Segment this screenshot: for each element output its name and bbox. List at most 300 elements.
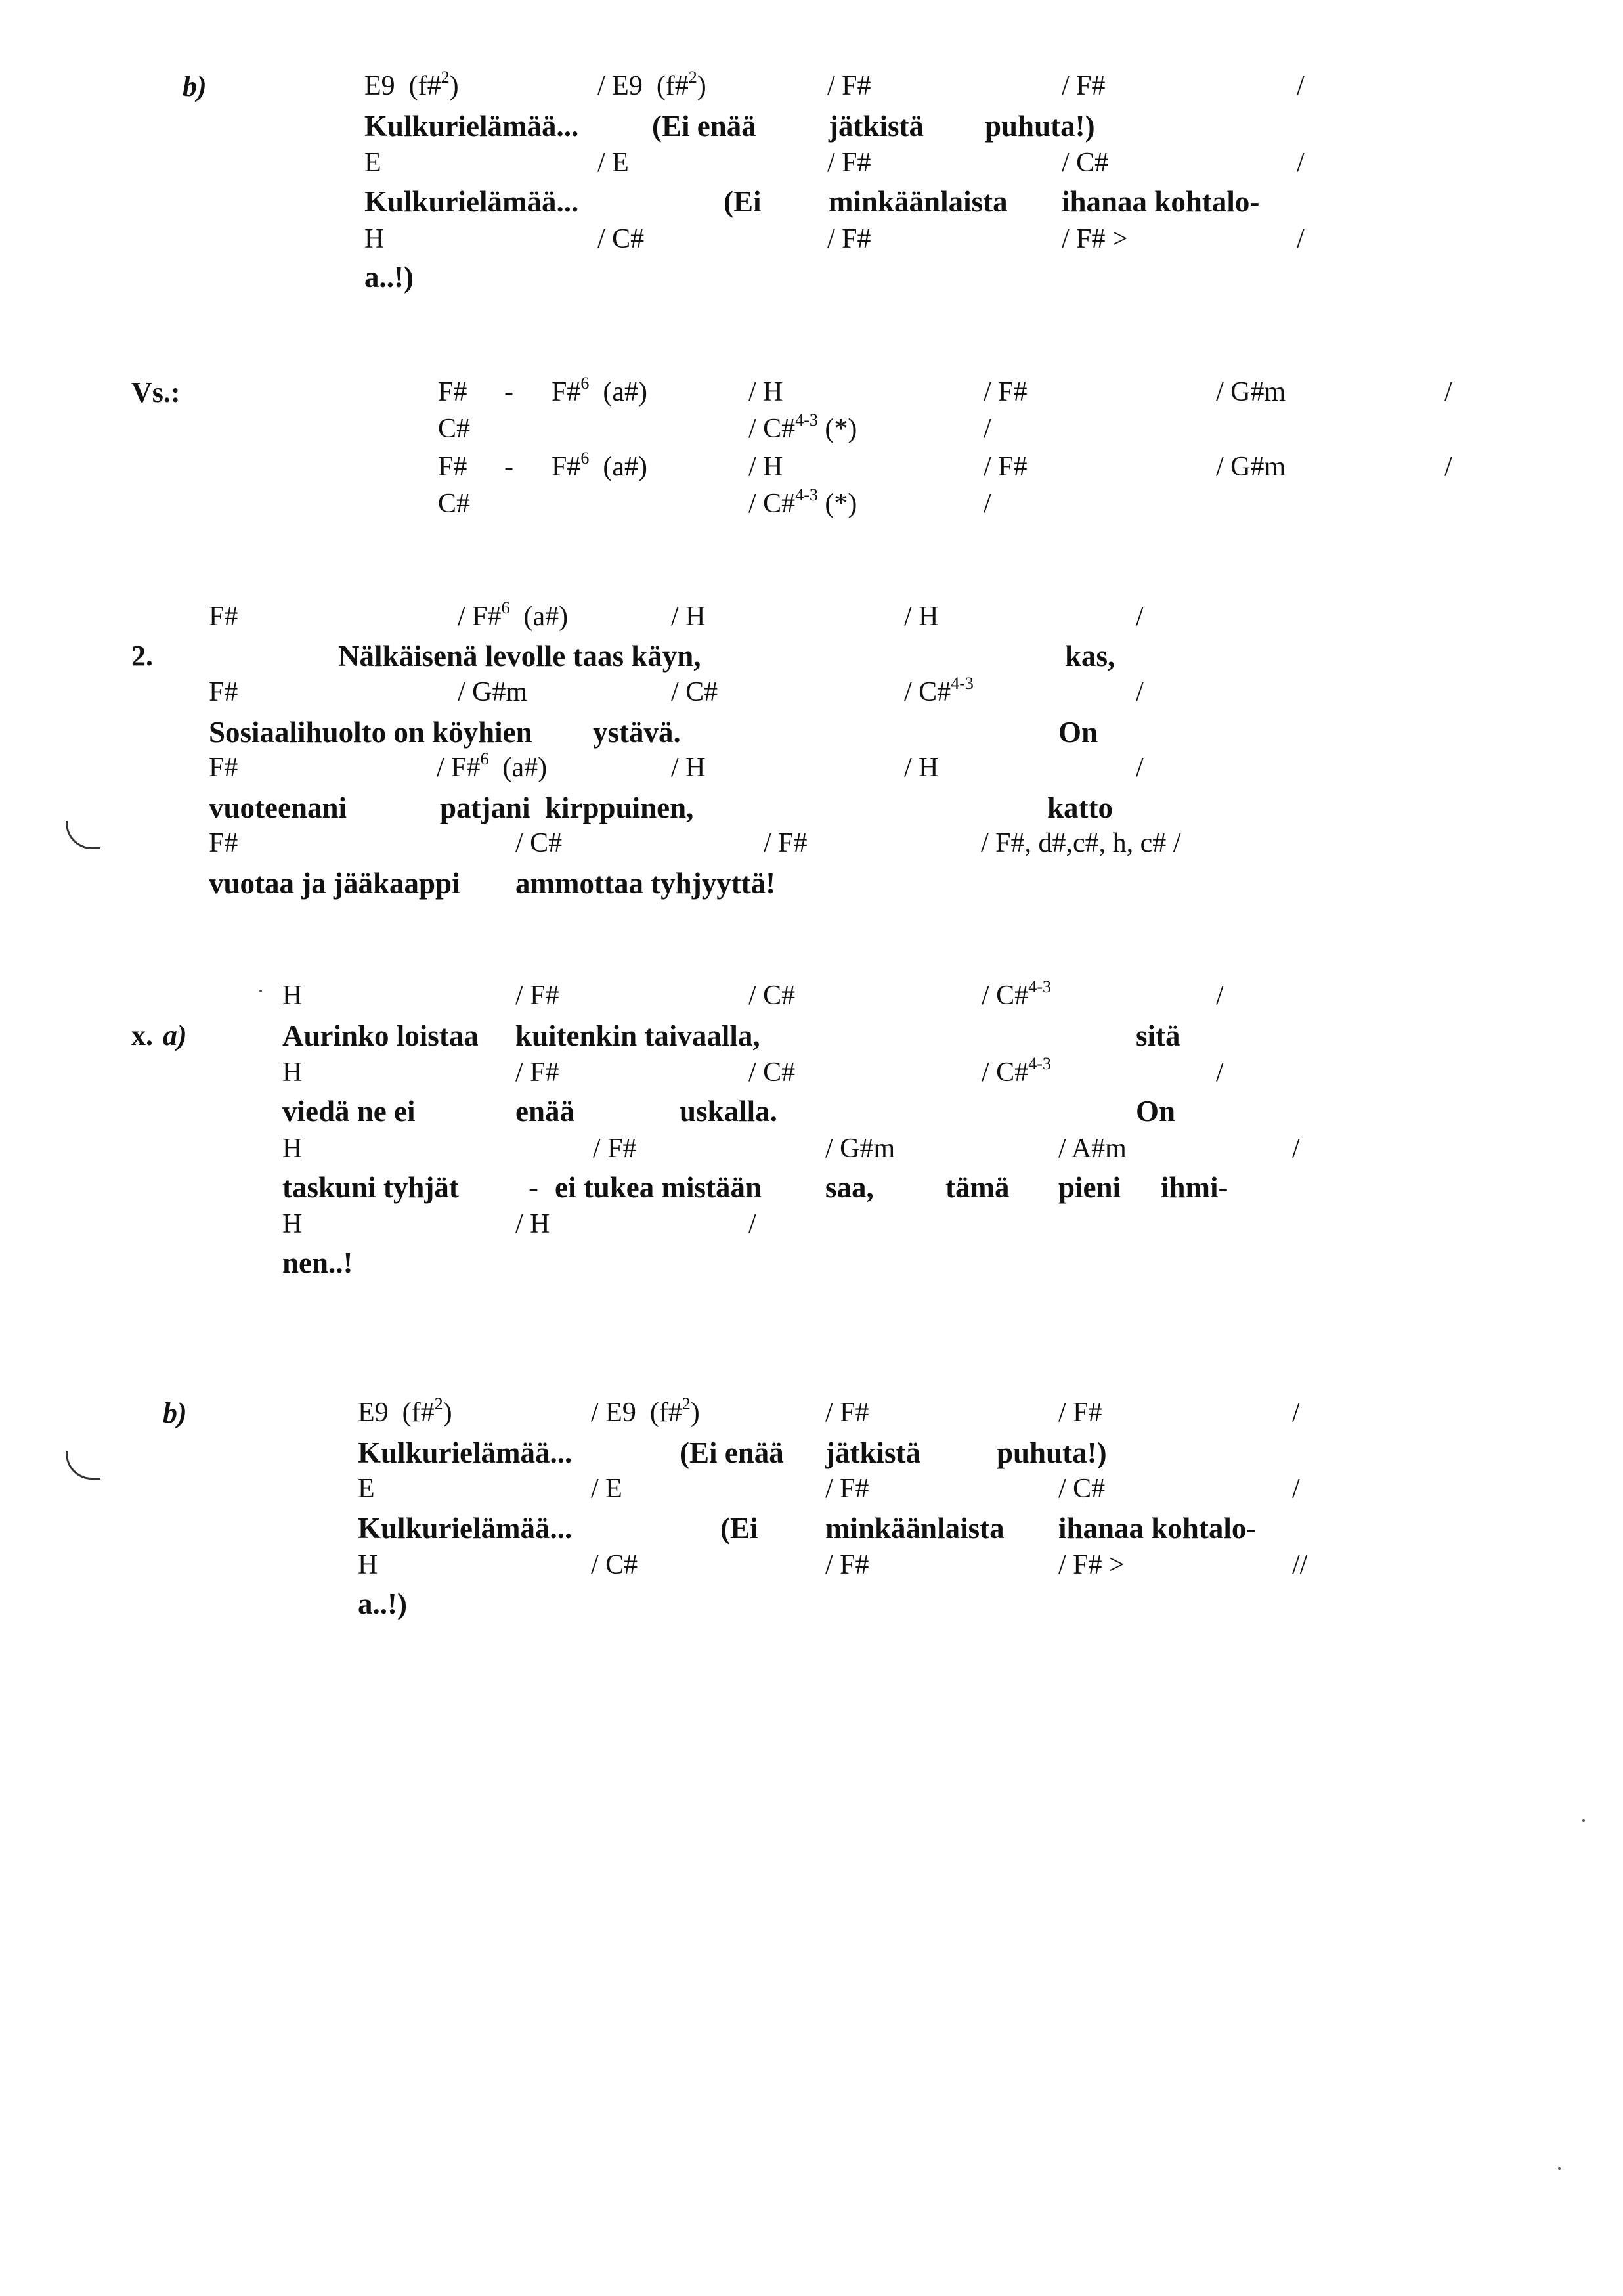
sheet-line — [0, 829, 1623, 869]
chord-symbol-text: F# — [209, 828, 238, 858]
chord-symbol — [1216, 378, 1286, 406]
lyric-text — [209, 793, 347, 823]
lyric-text-text: ystävä. — [593, 716, 681, 749]
lyric-text — [282, 1097, 415, 1126]
lyric-text-text: Aurinko loistaa — [282, 1019, 479, 1052]
chord-symbol — [504, 453, 513, 481]
chord-symbol — [748, 453, 783, 481]
scan-speck — [1582, 1819, 1585, 1822]
chord-symbol-text: F# — [438, 377, 467, 407]
lyric-text-text: sitä — [1136, 1019, 1180, 1052]
chord-symbol-text: / — [1136, 602, 1144, 632]
lyric-text-text: enää — [515, 1095, 574, 1128]
chord-symbol-text: / F# — [515, 1057, 559, 1088]
lyric-text — [825, 1514, 1005, 1543]
sheet-line — [0, 1551, 1623, 1591]
sheet-line — [0, 674, 1623, 718]
chord-symbol — [1292, 1135, 1300, 1162]
sheet-line — [0, 1097, 1623, 1136]
chord-superscript: 4-3 — [795, 485, 818, 504]
lyric-text — [282, 1248, 353, 1278]
chord-symbol-text: / H — [671, 602, 706, 632]
chord-symbol — [748, 485, 857, 519]
chord-symbol — [209, 603, 238, 630]
chord-symbol — [984, 378, 1028, 406]
chord-symbol-text: / C# — [904, 677, 951, 707]
chord-symbol — [825, 1551, 869, 1579]
chord-symbol-text: / F# > — [1058, 1550, 1125, 1580]
lyric-text — [364, 263, 414, 292]
chord-symbol — [1292, 1399, 1300, 1426]
lyric-text — [997, 1438, 1107, 1468]
section-label — [131, 642, 153, 671]
lyric-text-text: jätkistä — [825, 1436, 920, 1469]
lyric-text-text: minkäänlaista — [825, 1512, 1005, 1545]
lyric-text — [1058, 1173, 1121, 1203]
chord-symbol-text: / — [984, 414, 991, 444]
chord-symbol — [1062, 149, 1108, 177]
chord-symbol-text: E — [358, 1474, 375, 1504]
chord-symbol — [282, 1135, 302, 1162]
chord-symbol — [1136, 754, 1144, 782]
lyric-text-text: patjani kirppuinen, — [440, 791, 694, 824]
chord-symbol — [1136, 603, 1144, 630]
sheet-line — [0, 1248, 1623, 1288]
chord-symbol — [515, 1059, 559, 1086]
chord-symbol-text: // — [1292, 1550, 1308, 1580]
chord-suffix: (*) — [817, 489, 857, 519]
chord-symbol — [1297, 149, 1305, 177]
sheet-line — [0, 642, 1623, 681]
lyric-text-text: puhuta!) — [985, 110, 1095, 143]
scan-speck — [1558, 2167, 1561, 2170]
lyric-text — [209, 718, 532, 747]
section-label — [131, 1021, 153, 1050]
section-label-text: x. — [131, 1019, 153, 1051]
chord-symbol-text: / F# — [825, 1550, 869, 1580]
chord-symbol-text: / F# — [437, 753, 481, 783]
sheet-line — [0, 1135, 1623, 1174]
chord-symbol — [748, 1210, 756, 1238]
section-label — [131, 378, 181, 407]
sheet-line — [0, 1054, 1623, 1098]
chord-symbol-text: / H — [904, 602, 939, 632]
lyric-text-text: Sosiaalihuolto on köyhien — [209, 716, 532, 749]
chord-symbol-text: / C# — [515, 828, 563, 858]
lyric-text — [825, 1173, 874, 1203]
lyric-text-text: ammottaa tyhjyyttä! — [515, 867, 776, 900]
section-label-text: Vs.: — [131, 376, 181, 408]
chord-symbol-text: C# — [438, 489, 471, 519]
chord-symbol — [671, 603, 706, 630]
chord-suffix: (a#) — [589, 377, 647, 407]
lyric-text — [1161, 1173, 1228, 1203]
chord-symbol-text: / C# — [1062, 148, 1109, 178]
chord-suffix: (a#) — [589, 452, 647, 482]
chord-symbol — [748, 378, 783, 406]
chord-symbol-text: / — [1292, 1474, 1300, 1504]
chord-symbol-text: / C# — [1058, 1474, 1106, 1504]
lyric-text — [945, 1173, 1009, 1203]
lyric-text-text: ei tukea mistään — [555, 1171, 762, 1204]
lyric-text — [515, 1097, 574, 1126]
chord-symbol — [209, 829, 238, 857]
lyric-text-text: puhuta!) — [997, 1436, 1107, 1469]
sheet-line — [0, 410, 1623, 454]
lyric-text-text: Kulkurielämää... — [364, 185, 579, 218]
sheet-line — [0, 263, 1623, 302]
chord-symbol-text: / F# — [764, 828, 808, 858]
chord-symbol — [764, 829, 808, 857]
chord-symbol-text: / F# — [984, 452, 1028, 482]
chord-symbol — [1216, 982, 1224, 1009]
chord-symbol — [358, 1551, 378, 1579]
chord-symbol — [552, 449, 647, 482]
chord-symbol — [981, 829, 1180, 857]
chord-symbol — [825, 1135, 895, 1162]
chord-symbol — [1058, 1399, 1102, 1426]
chord-symbol-text: / — [1216, 1057, 1224, 1088]
sheet-line — [0, 112, 1623, 151]
lyric-text — [364, 187, 578, 217]
chord-symbol-text: / F# — [984, 377, 1028, 407]
lyric-text — [825, 1438, 920, 1468]
lyric-text-text: Kulkurielämää... — [358, 1512, 573, 1545]
lyric-text-text: a..!) — [364, 261, 414, 294]
chord-symbol — [984, 415, 991, 443]
chord-symbol — [825, 1399, 869, 1426]
chord-superscript: 4-3 — [951, 674, 974, 693]
lyric-text — [1047, 793, 1113, 823]
lyric-text-text: Kulkurielämää... — [364, 110, 579, 143]
chord-suffix: ) — [449, 71, 459, 101]
chord-symbol-text: / — [1444, 377, 1452, 407]
chord-symbol — [827, 225, 871, 253]
chord-symbol-text: / C# — [748, 981, 796, 1011]
sheet-line — [0, 485, 1623, 529]
chord-symbol-text: F# — [209, 677, 238, 707]
lyric-text-text: tämä — [945, 1171, 1010, 1204]
chord-symbol-text: F# — [438, 452, 467, 482]
chord-symbol-text: E9 (f# — [364, 71, 441, 101]
lyric-text-text: (Ei enää — [652, 110, 756, 143]
chord-symbol — [1297, 72, 1305, 100]
chord-suffix: (a#) — [488, 753, 548, 783]
chord-symbol-text: H — [282, 1057, 303, 1088]
chord-symbol-text: - — [504, 452, 513, 482]
chord-symbol — [282, 1210, 302, 1238]
chord-symbol-text: / G#m — [458, 677, 528, 707]
section-label-text: a) — [163, 1019, 187, 1051]
chord-symbol — [591, 1551, 638, 1579]
lyric-text-text: (Ei enää — [680, 1436, 784, 1469]
sheet-line — [0, 187, 1623, 227]
chord-suffix: (*) — [817, 414, 857, 444]
chord-symbol — [982, 977, 1051, 1011]
chord-superscript: 2 — [434, 1394, 443, 1413]
lyric-text — [829, 187, 1008, 217]
chord-symbol-text: / F# — [825, 1398, 869, 1428]
lyric-text — [555, 1173, 762, 1203]
lyric-text-text: On — [1136, 1095, 1176, 1128]
lyric-text-text: nen..! — [282, 1247, 353, 1279]
sheet-line — [0, 225, 1623, 265]
chord-symbol — [982, 1054, 1051, 1088]
chord-symbol-text: / C# — [591, 1550, 638, 1580]
chord-symbol-text: E9 (f# — [358, 1398, 435, 1428]
section-label-text: 2. — [131, 640, 153, 672]
chord-superscript: 6 — [480, 749, 489, 768]
sheet-line — [0, 718, 1623, 757]
chord-superscript: 6 — [580, 374, 590, 393]
lyric-text — [358, 1589, 407, 1619]
chord-symbol-text: H — [358, 1550, 378, 1580]
lyric-text — [338, 642, 701, 671]
lyric-text-text: ihanaa kohtalo- — [1058, 1512, 1257, 1545]
chord-symbol-text: / C# — [982, 1057, 1029, 1088]
lyric-text — [1065, 642, 1115, 671]
chord-symbol-text: / F# — [825, 1474, 869, 1504]
lyric-text — [652, 112, 756, 141]
sheet-line — [0, 68, 1623, 112]
chord-symbol-text: / E — [597, 148, 629, 178]
lyric-text-text: (Ei — [724, 185, 762, 218]
chord-symbol-text: / F# — [1058, 1398, 1102, 1428]
lyric-text — [364, 112, 578, 141]
chord-symbol — [438, 453, 467, 481]
chord-symbol — [1444, 378, 1452, 406]
chord-symbol-text: / C# — [748, 489, 796, 519]
chord-symbol — [1292, 1551, 1307, 1579]
chord-symbol — [515, 1210, 550, 1238]
chord-symbol — [1136, 678, 1144, 706]
chord-symbol — [904, 603, 939, 630]
lyric-text — [440, 793, 693, 823]
lyric-text — [1136, 1021, 1180, 1051]
chord-symbol — [1292, 1475, 1300, 1503]
chord-symbol-text: / — [1136, 753, 1144, 783]
chord-symbol-text: / — [748, 1209, 756, 1239]
sheet-line — [0, 1173, 1623, 1212]
chord-symbol — [209, 678, 238, 706]
chord-symbol — [671, 754, 706, 782]
chord-symbol — [515, 829, 562, 857]
lyric-text-text: jätkistä — [829, 110, 924, 143]
chord-symbol — [984, 490, 991, 518]
chord-symbol — [364, 225, 384, 253]
sheet-line — [0, 1475, 1623, 1514]
lyric-text-text: ihanaa kohtalo- — [1062, 185, 1260, 218]
chord-symbol-text: H — [282, 1209, 303, 1239]
chord-symbol-text: / E — [591, 1474, 622, 1504]
sheet-line — [0, 1589, 1623, 1629]
chord-symbol-text: / — [1292, 1398, 1300, 1428]
chord-symbol — [552, 374, 647, 407]
lyric-text-text: pieni — [1058, 1171, 1121, 1204]
chord-symbol-text: / H — [671, 753, 706, 783]
sheet-line — [0, 793, 1623, 833]
chord-symbol — [358, 1475, 375, 1503]
chord-symbol — [597, 149, 629, 177]
chord-symbol — [591, 1475, 622, 1503]
lyric-text — [282, 1021, 479, 1051]
chord-suffix: (a#) — [509, 602, 569, 632]
sheet-line — [0, 1438, 1623, 1478]
chord-symbol-text: / H — [748, 452, 783, 482]
chord-symbol-text: / F# — [515, 981, 559, 1011]
lyric-text-text: katto — [1047, 791, 1113, 824]
lyric-text-text: vuotaa ja jääkaappi — [209, 867, 460, 900]
chord-symbol — [1216, 1059, 1224, 1086]
lyric-text-text: - — [529, 1171, 538, 1204]
chord-symbol — [1058, 1475, 1105, 1503]
chord-symbol-text: / G#m — [1216, 452, 1286, 482]
lyric-text — [515, 1021, 760, 1051]
chord-symbol-text: / C# — [671, 677, 718, 707]
sheet-line — [0, 1210, 1623, 1250]
lyric-text — [593, 718, 681, 747]
lyric-text-text: Kulkurielämää... — [358, 1436, 573, 1469]
chord-symbol — [438, 415, 470, 443]
chord-symbol — [593, 1135, 637, 1162]
chord-symbol — [671, 678, 718, 706]
lyric-text — [282, 1173, 459, 1203]
chord-symbol — [458, 678, 527, 706]
chord-suffix: ) — [443, 1398, 452, 1428]
chord-symbol — [1297, 225, 1305, 253]
chord-symbol — [1058, 1135, 1127, 1162]
chord-symbol — [364, 149, 381, 177]
chord-suffix: ) — [690, 1398, 700, 1428]
chord-symbol — [827, 72, 871, 100]
lyric-text — [529, 1173, 538, 1203]
sheet-line — [0, 1514, 1623, 1553]
section-label — [183, 72, 207, 101]
chord-superscript: 2 — [441, 68, 450, 87]
chord-superscript: 2 — [688, 68, 697, 87]
chord-symbol-text: / — [1297, 71, 1305, 101]
sheet-line — [0, 1021, 1623, 1061]
chord-symbol — [1444, 453, 1452, 481]
sheet-line — [0, 749, 1623, 793]
chord-symbol — [282, 1059, 302, 1086]
chord-symbol-text: / H — [515, 1209, 550, 1239]
chord-symbol-text: / C# — [597, 224, 645, 254]
chord-superscript: 6 — [501, 598, 510, 617]
section-label-text: b) — [163, 1397, 187, 1429]
chord-symbol — [504, 378, 513, 406]
lyric-text — [720, 1514, 758, 1543]
chord-symbol — [597, 225, 644, 253]
lyric-text-text: On — [1058, 716, 1098, 749]
sheet-line — [0, 869, 1623, 908]
chord-symbol — [984, 453, 1028, 481]
chord-symbol — [282, 982, 302, 1009]
chord-symbol-text: / — [984, 489, 991, 519]
chord-symbol — [591, 1394, 700, 1428]
chord-symbol-text: / F#, d#,c#, h, c# / — [981, 828, 1181, 858]
chord-symbol — [748, 410, 857, 444]
sheet-line — [0, 149, 1623, 188]
chord-symbol — [904, 754, 939, 782]
chord-symbol — [358, 1394, 452, 1428]
chord-symbol-text: F# — [552, 452, 581, 482]
chord-symbol — [515, 982, 559, 1009]
chord-symbol-text: / C# — [982, 981, 1029, 1011]
chord-symbol — [1062, 72, 1106, 100]
chord-symbol-text: H — [364, 224, 385, 254]
chord-symbol-text: / A#m — [1058, 1134, 1127, 1164]
chord-symbol — [748, 982, 795, 1009]
chord-superscript: 4-3 — [795, 410, 818, 430]
chord-symbol — [904, 674, 974, 707]
lyric-text — [1058, 718, 1098, 747]
lyric-text-text: kuitenkin taivaalla, — [515, 1019, 760, 1052]
lyric-text — [680, 1097, 777, 1126]
chord-symbol — [827, 149, 871, 177]
section-label-text: b) — [183, 70, 207, 102]
chord-symbol-text: / H — [904, 753, 939, 783]
lyric-text-text: a..!) — [358, 1587, 407, 1620]
lyric-text — [680, 1438, 784, 1468]
chord-symbol-text: / E9 (f# — [597, 71, 689, 101]
lyric-text-text: Nälkäisenä levolle taas käyn, — [338, 640, 701, 673]
lyric-text-text: saa, — [825, 1171, 874, 1204]
chord-symbol — [458, 598, 569, 632]
chord-symbol-text: / G#m — [1216, 377, 1286, 407]
chord-symbol-text: C# — [438, 414, 471, 444]
chord-symbol-text: / — [1292, 1134, 1300, 1164]
chord-symbol-text: / F# — [827, 148, 871, 178]
chord-symbol — [438, 378, 467, 406]
chord-symbol-text: / F# — [1062, 71, 1106, 101]
chord-symbol-text: / G#m — [825, 1134, 896, 1164]
chord-superscript: 4-3 — [1028, 977, 1051, 996]
lyric-text — [1062, 187, 1259, 217]
chord-symbol — [364, 68, 459, 101]
chord-symbol-text: / F# — [827, 224, 871, 254]
sheet-line — [0, 598, 1623, 642]
lyric-text-text: viedä ne ei — [282, 1095, 416, 1128]
chord-symbol-text: / — [1297, 148, 1305, 178]
chord-symbol-text: F# — [552, 377, 581, 407]
chord-symbol — [209, 754, 238, 782]
lyric-text — [1058, 1514, 1256, 1543]
lyric-text — [358, 1514, 572, 1543]
chord-superscript: 4-3 — [1028, 1054, 1051, 1073]
chord-symbol-text: / F# — [827, 71, 871, 101]
chord-symbol — [437, 749, 548, 783]
chord-symbol — [748, 1059, 795, 1086]
chord-symbol-text: / C# — [748, 414, 796, 444]
chord-symbol-text: / C# — [748, 1057, 796, 1088]
lyric-text-text: (Ei — [720, 1512, 758, 1545]
lyric-text — [1136, 1097, 1175, 1126]
chord-suffix: ) — [697, 71, 706, 101]
sheet-line — [0, 1394, 1623, 1438]
chord-symbol-text: E — [364, 148, 381, 178]
chord-symbol — [1216, 453, 1286, 481]
lyric-text — [209, 869, 460, 898]
lyric-text-text: taskuni tyhjät — [282, 1171, 459, 1204]
lyric-text — [724, 187, 762, 217]
chord-symbol-text: / — [1444, 452, 1452, 482]
chord-symbol-text: / F# — [458, 602, 502, 632]
chord-superscript: 2 — [682, 1394, 691, 1413]
chord-symbol-text: - — [504, 377, 513, 407]
chord-symbol-text: H — [282, 981, 303, 1011]
chord-symbol — [1058, 1551, 1125, 1579]
